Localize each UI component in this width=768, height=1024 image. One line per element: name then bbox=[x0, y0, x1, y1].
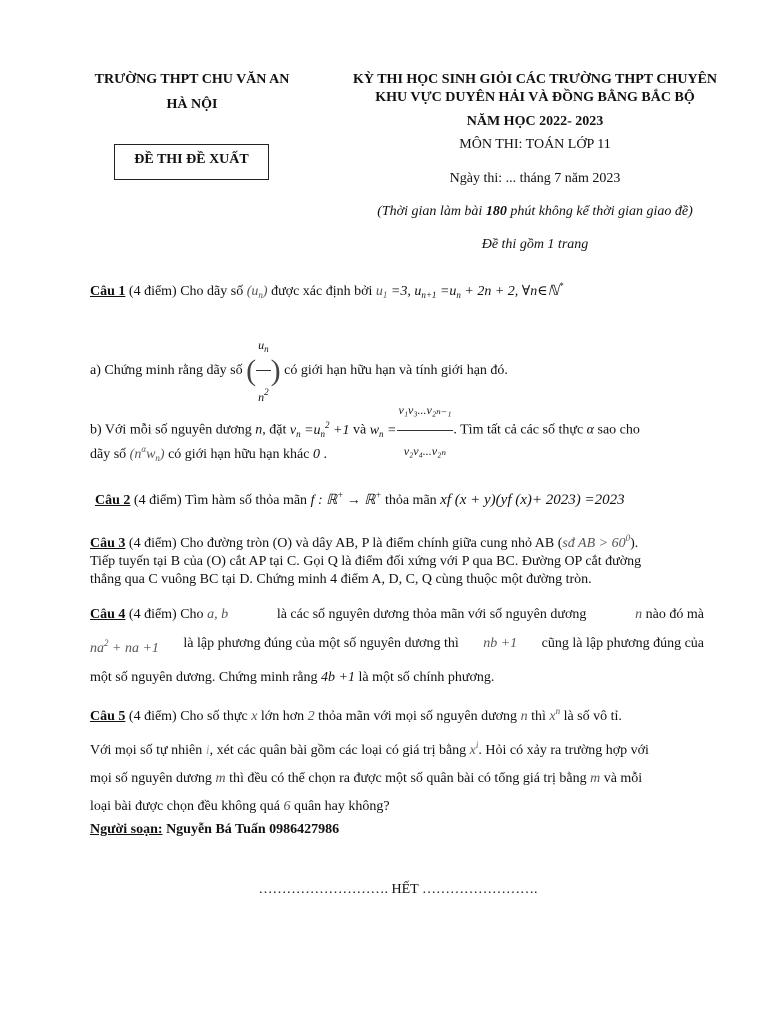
sequence-n-alpha-wn: $(n^\alpha w_n)$ bbox=[129, 444, 165, 463]
question-4-line3: một số nguyên dương. Chứng minh rằng 4b +1 là một số chính phương. bbox=[90, 670, 495, 685]
question-3 bbox=[90, 529, 704, 589]
question-5-line4: loại bài được chọn đều không quá 6 quân hay không? bbox=[90, 799, 390, 814]
question-1a: a) Chứng minh rằng dãy số ( $\frac{u_n}{n^2}$ ) có giới hạn hữu hạn và tính giới hạn đó. bbox=[90, 324, 508, 366]
vn-definition: $v_n =u_n^2 +1$ bbox=[289, 419, 350, 439]
question-2: Câu 2 (4 điểm) Tìm hàm số thỏa mãn f : ℝ+ → ℝ+ thỏa mãn xf (x + y)(yf (x)+ 2023) =2023 bbox=[95, 490, 625, 508]
var-alpha: α bbox=[586, 422, 595, 438]
question-5-line2: Với mọi số tự nhiên i, xét các quân bài gồm các loại có giá trị bằng $x^i$. Hỏi có xảy ra trường hợp với bbox=[90, 740, 649, 758]
part-a-prefix: a) Chứng minh rằng dãy số bbox=[90, 363, 247, 379]
question-3-line2: Tiếp tuyến tại B của (O) cắt AP tại C. Gọi Q là điểm đối xứng với P qua BC. Đường OP cắt đường bbox=[90, 554, 642, 569]
defined-by-text: được xác định bởi bbox=[267, 284, 376, 299]
part-a-suffix: có giới hạn hữu hạn và tính giới hạn đó. bbox=[280, 363, 508, 379]
recurrence-formula: $u_1 =3$, $u_{n+1} =u_n + 2n + 2$, ∀n∈ℕ* bbox=[375, 281, 564, 300]
exam-duration bbox=[330, 204, 740, 220]
proposed-exam-box bbox=[114, 144, 269, 180]
exam-title-line2: KHU VỰC DUYÊN HẢI VÀ ĐỒNG BẰNG BẮC BỘ bbox=[375, 90, 695, 105]
exam-date: Ngày thi: ... tháng 7 năm 2023 bbox=[449, 171, 621, 186]
question-4 bbox=[90, 600, 704, 692]
duration-prefix: (Thời gian làm bài bbox=[377, 204, 486, 219]
var-n: n bbox=[255, 422, 263, 438]
sequence-un: $(u_n)$ bbox=[246, 284, 268, 300]
question-4-line2: $na^2$ + na +1 là lập phương đúng của một số nguyên dương thì nb +1 cũng là lập phương đúng của bbox=[90, 629, 704, 663]
function-domain: f : ℝ+ → ℝ+ bbox=[310, 490, 382, 508]
exam-title-line1: KỲ THI HỌC SINH GIỎI CÁC TRƯỜNG THPT CHUYÊN bbox=[352, 72, 718, 87]
duration-suffix: phút không kể thời gian giao đề) bbox=[506, 204, 693, 219]
question-5-line1: Câu 5 (4 điểm) Cho số thực x lớn hơn 2 thỏa mãn với mọi số nguyên dương n thì $x^n$ là số vô tỉ. bbox=[90, 706, 622, 724]
duration-minutes: 180 bbox=[485, 204, 507, 219]
school-name: TRƯỜNG THPT CHU VĂN AN bbox=[94, 72, 290, 87]
part-b-prefix: b) Với mỗi số nguyên dương bbox=[90, 422, 256, 438]
question-1-label: Câu 1 bbox=[90, 284, 126, 299]
question-1-intro bbox=[90, 281, 563, 300]
author-name: Nguyễn Bá Tuấn 0986427986 bbox=[162, 822, 340, 837]
question-4-line1: Câu 4 (4 điểm) Cho a, b là các số nguyên dương thỏa mãn với số nguyên dương n nào đó mà bbox=[90, 607, 704, 622]
question-5 bbox=[90, 697, 704, 821]
question-3-line3: thẳng qua C vuông BC tại D. Chứng minh 4 điểm A, D, C, Q cùng thuộc một đường tròn. bbox=[90, 572, 592, 587]
question-2-label: Câu 2 bbox=[95, 493, 131, 508]
arc-condition: sđ AB > $60^0$ bbox=[562, 533, 631, 551]
exam-subject: MÔN THI: TOÁN LỚP 11 bbox=[459, 137, 611, 152]
question-1b-line1: b) Với mỗi số nguyên dương n, đặt $v_n =u_n^2 +1$ và $w_n$ = $\frac{\text{v₁v₃...v₂ₙ₋₁}}{\text{v₂v₄...v₂ₙ}}$ . Tìm tất cả các số thực α sao cho bbox=[90, 390, 640, 430]
question-4-label: Câu 4 bbox=[90, 607, 126, 622]
question-1-points: (4 điểm) Cho dãy số bbox=[125, 284, 247, 299]
proposed-exam-label: ĐỀ THI ĐỀ XUẤT bbox=[134, 152, 249, 167]
question-5-label: Câu 5 bbox=[90, 709, 126, 724]
school-city: HÀ NỘI bbox=[166, 97, 218, 112]
fraction-un-over-n2: $\frac{u_n}{n^2}$ bbox=[256, 324, 271, 418]
author-line bbox=[90, 822, 339, 838]
functional-equation: xf (x + y)(yf (x)+ 2023) =2023 bbox=[440, 492, 625, 508]
end-marker: ………………………. HẾT ……………………. bbox=[258, 882, 538, 897]
question-3-line1: Câu 3 (4 điểm) Cho đường tròn (O) và dây AB, P là điểm chính giữa cung nhỏ AB (sđ AB > $60^0$). bbox=[90, 533, 639, 551]
wn-definition: $w_n$ = $\frac{\text{v₁v₃...v₂ₙ₋₁}}{\text{v₂v₄...v₂ₙ}}$ bbox=[370, 423, 454, 438]
expr-na2-na-1: $na^2$ + na +1 bbox=[90, 638, 159, 656]
exam-pages: Đề thi gồm 1 trang bbox=[481, 237, 589, 252]
school-year: NĂM HỌC 2022- 2023 bbox=[466, 114, 604, 129]
author-label: Người soạn: bbox=[90, 822, 163, 837]
question-1b-line2: dãy số $(n^\alpha w_n)$ có giới hạn hữu hạn khác 0 . bbox=[90, 444, 327, 463]
question-5-line3: mọi số nguyên dương m thì đều có thể chọn ra được một số quân bài có tổng giá trị bằng m và mỗi bbox=[90, 771, 643, 786]
question-3-label: Câu 3 bbox=[90, 536, 126, 551]
